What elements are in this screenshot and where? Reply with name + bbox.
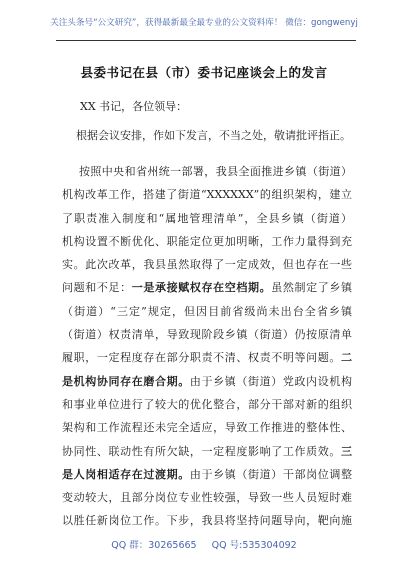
- emphasis-text: 是机构协同存在磨合期。: [62, 374, 190, 388]
- body-line: [62, 207, 352, 230]
- body-line: [62, 300, 352, 323]
- body-text-segment: （街道）权责清单，导致现阶段乡镇（街道）仍按原清单: [62, 328, 352, 342]
- emphasis-text: 二: [341, 351, 352, 365]
- body-line: [62, 323, 352, 346]
- body-line: [62, 346, 352, 369]
- body-line: [62, 160, 352, 183]
- header-divider: [56, 40, 356, 41]
- body-text-segment: 和事业单位进行了较大的优化整合，部分干部对新的组织: [62, 397, 352, 411]
- body-text-segment: （街道）“三定”规定，但因目前省级尚未出台全省乡镇: [62, 304, 352, 318]
- body-line: [62, 393, 352, 416]
- body-text-segment: 按照中央和省州统一部署，我县全面推进乡镇（街道）: [79, 165, 352, 178]
- body-text-segment: 履职，一定程度存在部分职责不清、权责不明等问题。: [62, 351, 341, 365]
- header-notice: 关注头条号“公文研究”，获得最新最全最专业的公文资料库！ 微信：gongwenyj: [50, 18, 358, 28]
- body-text-segment: 了职责准入制度和“属地管理清单”，全县乡镇（街道）: [62, 211, 352, 225]
- body-line: [62, 509, 352, 532]
- body-text-segment: 机构改革工作，搭建了街道“XXXXXX”的组织架构，建立: [62, 188, 352, 202]
- body-paragraph: [62, 160, 352, 533]
- body-text-segment: 由于乡镇（街道）党政内设机构: [189, 374, 352, 388]
- body-text-segment: 实。此次改革，我县虽然取得了一定成效，但也存在一些: [62, 258, 352, 272]
- body-line: [62, 230, 352, 253]
- document-title: 县委书记在县（市）委书记座谈会上的发言: [80, 65, 328, 80]
- emphasis-text: 三: [341, 444, 352, 458]
- body-text-segment: 虽然制定了乡镇: [271, 281, 352, 295]
- body-line: [62, 276, 352, 299]
- body-line: [62, 440, 352, 463]
- body-text-segment: 架构和工作流程还未完全适应，导致工作推进的整体性、: [62, 421, 352, 435]
- footer-contact: [0, 537, 408, 551]
- body-text-segment: 变动较大，且部分岗位专业性较强，导致一些人员短时难: [62, 491, 352, 505]
- body-text-segment: 问题和不足：: [62, 281, 132, 295]
- footer-qq-group: QQ 群：30265665: [111, 540, 197, 551]
- intro-paragraph: 根据会议安排，作如下发言，不当之处，敬请批评指正。: [76, 129, 351, 142]
- body-text-segment: 机构设置不断优化、职能定位更加明晰，工作力量得到充: [62, 234, 352, 248]
- body-line: [62, 183, 352, 206]
- salutation: XX 书记，各位领导：: [80, 100, 188, 113]
- body-line: [62, 416, 352, 439]
- body-text-segment: 协同性、联动性有所欠缺，一定程度影响了工作质效。: [62, 444, 341, 458]
- body-text-segment: 以胜任新岗位工作。下步，我县将坚持问题导向，靶向施: [62, 514, 352, 528]
- emphasis-text: 一是承接赋权存在空档期。: [131, 281, 272, 295]
- body-line: [62, 370, 352, 393]
- body-line: [62, 253, 352, 276]
- body-line: [62, 486, 352, 509]
- body-text-segment: 由于乡镇（街道）干部岗位调整: [189, 467, 352, 481]
- emphasis-text: 是人岗相适存在过渡期。: [62, 467, 190, 481]
- footer-qq-number: QQ 号:535304092: [211, 540, 297, 551]
- body-line: [62, 463, 352, 486]
